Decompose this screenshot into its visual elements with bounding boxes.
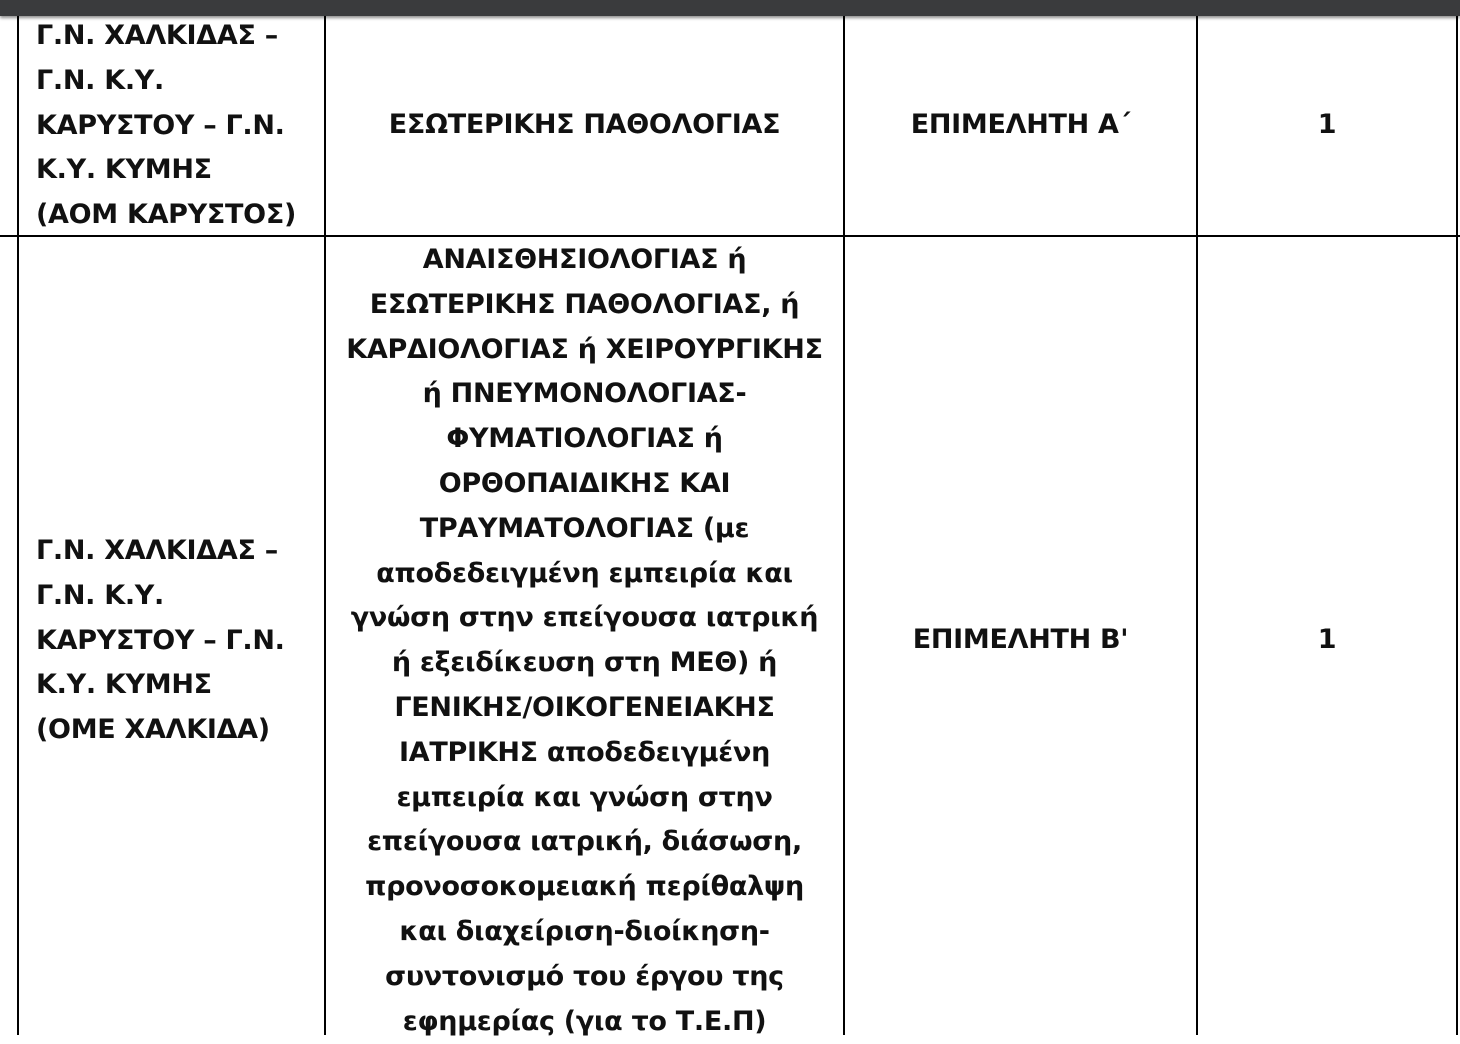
hospital-line: Γ.Ν. ΧΑΛΚΙΔΑΣ – (36, 20, 278, 51)
specialty-line: ΓΕΝΙΚΗΣ/ΟΙΚΟΓΕΝΕΙΑΚΗΣ (394, 691, 775, 723)
specialty-line: ή ΠΝΕΥΜΟΝΟΛΟΓΙΑΣ- (422, 378, 747, 410)
hospital-line: ΚΑΡΥΣΤΟΥ – Γ.Ν. (36, 109, 285, 141)
table-cell-positions: 1 (1317, 109, 1337, 140)
hospital-line: Κ.Υ. ΚΥΜΗΣ (36, 669, 212, 701)
specialty-line: επείγουσα ιατρική, διάσωση, (367, 826, 802, 858)
column-divider-2 (843, 0, 845, 1035)
specialty-line: ΚΑΡΔΙΟΛΟΓΙΑΣ ή ΧΕΙΡΟΥΡΓΙΚΗΣ (346, 333, 823, 365)
hospital-line: ΚΑΡΥΣΤΟΥ – Γ.Ν. (36, 624, 285, 656)
specialty-line: εμπειρία και γνώση στην (396, 781, 773, 813)
hospital-line: (ΟΜΕ ΧΑΛΚΙΔΑ) (36, 714, 270, 746)
table-border-left (17, 0, 19, 1035)
specialty-line: προνοσοκομειακή περίθαλψη (365, 871, 804, 903)
specialty-line: ΑΝΑΙΣΘΗΣΙΟΛΟΓΙΑΣ ή (422, 244, 747, 275)
table-cell-rank: ΕΠΙΜΕΛΗΤΗ Α΄ (910, 109, 1131, 140)
hospital-line: Κ.Υ. ΚΥΜΗΣ (36, 154, 212, 186)
hospital-line: Γ.Ν. Κ.Υ. (36, 579, 165, 611)
specialty-line: εφημερίας (για το Τ.Ε.Π) (402, 1005, 767, 1037)
table-border-right (1456, 0, 1458, 1035)
specialty-line: ΕΣΩΤΕΡΙΚΗΣ ΠΑΘΟΛΟΓΙΑΣ, ή (369, 288, 800, 320)
table-cell-positions: 1 (1317, 624, 1337, 655)
hospital-line: Γ.Ν. Κ.Υ. (36, 64, 165, 96)
specialty-line: γνώση στην επείγουσα ιατρική (350, 602, 819, 634)
table-cell-hospital (36, 14, 321, 238)
specialty-line: ΦΥΜΑΤΙΟΛΟΓΙΑΣ ή (446, 423, 723, 455)
specialty-line: και διαχείριση-διοίκηση- (399, 915, 770, 947)
specialty-line: ΙΑΤΡΙΚΗΣ αποδεδειγμένη (399, 736, 770, 768)
table-cell-specialty (326, 103, 843, 148)
specialty-line: συντονισμό του έργου της (385, 960, 784, 992)
specialty-line: ΤΡΑΥΜΑΤΟΛΟΓΙΑΣ (με (419, 512, 750, 544)
specialty-line: ΟΡΘΟΠΑΙΔΙΚΗΣ ΚΑΙ (438, 467, 731, 499)
specialty-line: αποδεδειγμένη εμπειρία και (376, 557, 793, 589)
specialty-line: ΕΣΩΤΕΡΙΚΗΣ ΠΑΘΟΛΟΓΙΑΣ (388, 109, 781, 140)
table-cell-rank: ΕΠΙΜΕΛΗΤΗ Β' (912, 624, 1129, 655)
table-cell-specialty (326, 238, 843, 1044)
hospital-line: (ΑΟΜ ΚΑΡΥΣΤΟΣ) (36, 199, 297, 231)
viewer-top-bar (0, 0, 1460, 16)
hospital-line: Γ.Ν. ΧΑΛΚΙΔΑΣ – (36, 535, 278, 566)
specialty-line: ή εξειδίκευση στη ΜΕΘ) ή (391, 647, 778, 679)
column-divider-3 (1196, 0, 1198, 1035)
table-cell-hospital (36, 529, 321, 753)
